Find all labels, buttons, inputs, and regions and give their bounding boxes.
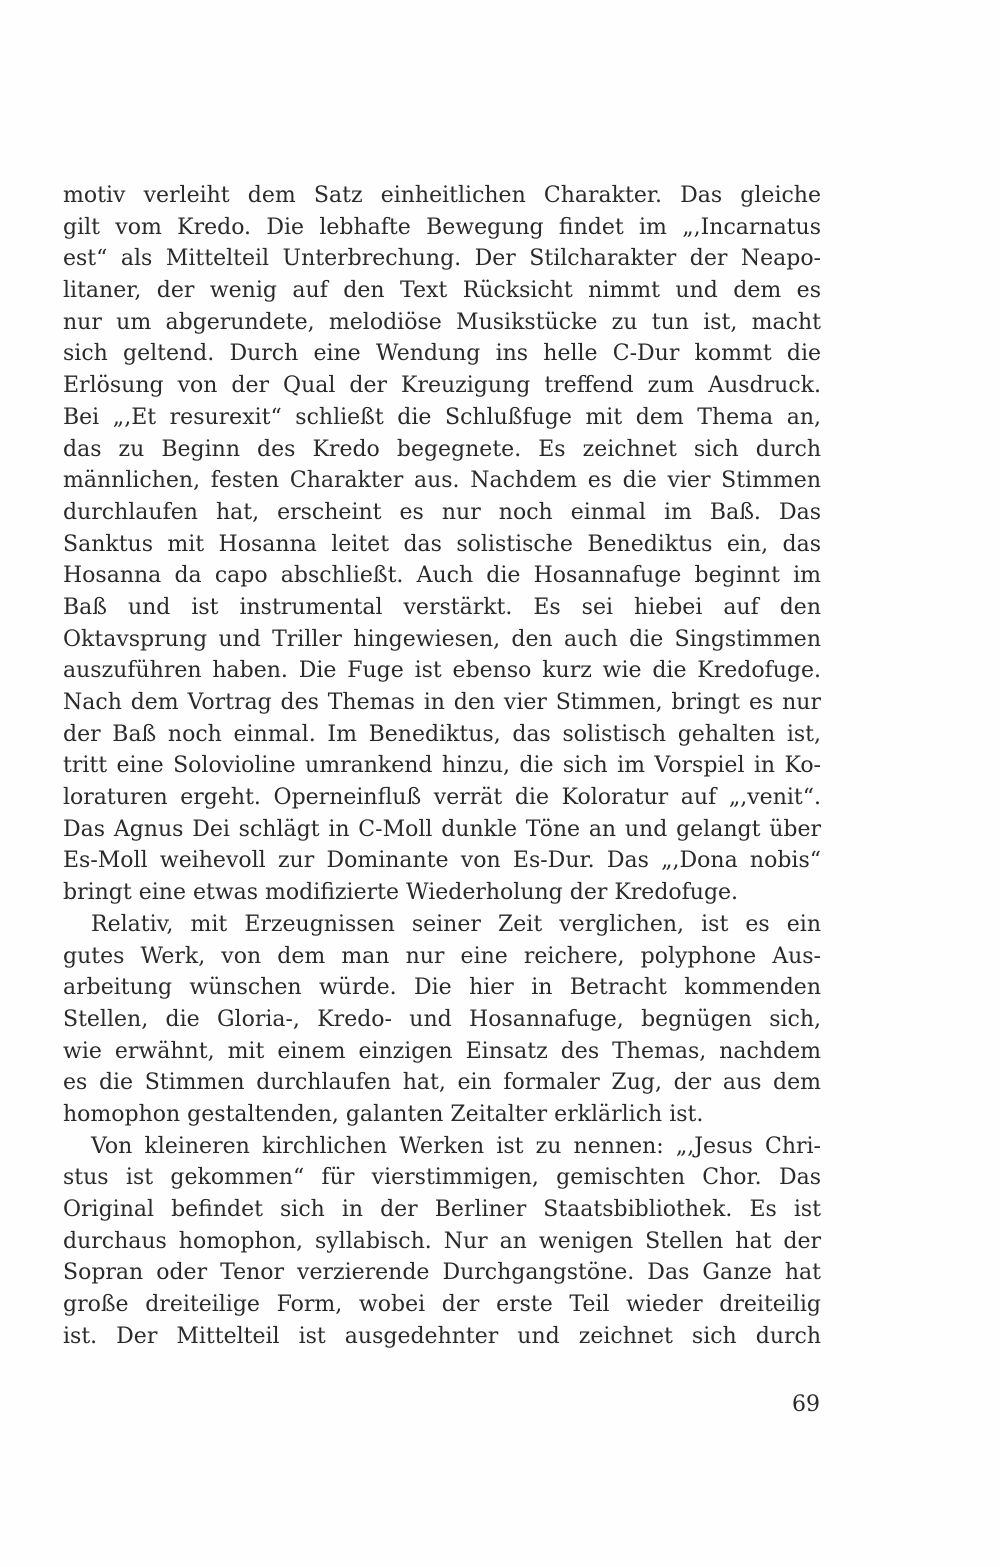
text-line: est“ als Mittelteil Unterbrechung. Der Stilcharakter der Neapo- [63,246,821,272]
text-line: Hosanna da capo abschließt. Auch die Hosannafuge beginnt im [63,563,821,589]
text-line: Das Agnus Dei schlägt in C-Moll dunkle Töne an und gelangt über [63,816,821,842]
text-line: sich geltend. Durch eine Wendung ins helle C-Dur kommt die [63,341,821,367]
text-line: Original befindet sich in der Berliner Staatsbibliothek. Es ist [63,1197,821,1222]
text-line: durchlaufen hat, erscheint es nur noch einmal im Baß. Das [63,499,821,525]
text-line: Baß und ist instrumental verstärkt. Es sei hiebei auf den [63,594,821,620]
text-line: Sopran oder Tenor verzierende Durchgangstöne. Das Ganze hat [63,1260,821,1286]
text-line: Es-Moll weihevoll zur Dominante von Es-Dur. Das „,Dona nobis“ [63,848,821,874]
text-line: litaner, der wenig auf den Text Rücksicht nimmt und dem es [63,278,821,304]
text-line: der Baß noch einmal. Im Benediktus, das solistisch gehalten ist, [63,721,821,747]
text-line: Stellen, die Gloria-, Kredo- und Hosannafuge, begnügen sich, [63,1006,821,1032]
text-line: tritt eine Soloviolinе umrankend hinzu, die sich im Vorspiel in Ko- [63,753,821,779]
text-line: Sanktus mit Hosanna leitet das solistische Benediktus ein, das [63,531,821,557]
text-line: Von kleineren kirchlichen Werken ist zu nennen: „,Jesus Chri- [91,1133,821,1159]
text-line: Nach dem Vortrag des Themas in den vier Stimmen, bringt es nur [63,690,821,715]
text-line: motiv verleiht dem Satz einheitlichen Charakter. Das gleiche [63,183,821,208]
text-line: Oktavsprung und Triller hingewiesen, den auch die Singstimmen [63,626,821,652]
body-text [63,180,821,1352]
text-line: auszuführen haben. Die Fuge ist ebenso kurz wie die Kredofuge. [63,658,821,684]
text-line: Erlösung von der Qual der Kreuzigung treffend zum Ausdruck. [63,373,821,399]
text-line: das zu Beginn des Kredo begegnete. Es zeichnet sich durch [63,436,821,462]
text-line: stus ist gekommen“ für vierstimmigen, gemischten Chor. Das [63,1165,821,1191]
text-line: große dreiteilige Form, wobei der erste Teil wieder dreiteilig [63,1292,821,1318]
text-line: loraturen ergeht. Operneinfluß verrät die Koloratur auf „,venit“. [63,785,821,811]
text-line: Relativ, mit Erzeugnissen seiner Zeit verglichen, ist es ein [91,911,821,937]
text-line: es die Stimmen durchlaufen hat, ein formaler Zug, der aus dem [63,1070,821,1096]
text-line: durchaus homophon, syllabisch. Nur an wenigen Stellen hat der [63,1228,821,1254]
text-line: bringt eine etwas modifizierte Wiederholung der Kredofuge. [63,880,739,906]
text-line: gutes Werk, von dem man nur eine reichere, polyphone Aus- [63,943,821,969]
text-line: männlichen, festen Charakter aus. Nachdem es die vier Stimmen [63,468,821,494]
text-line: arbeitung wünschen würde. Die hier in Betracht kommenden [63,975,821,1001]
page-number: 69 [792,1392,820,1417]
text-line: wie erwähnt, mit einem einzigen Einsatz des Themas, nachdem [63,1038,821,1064]
text-line: Bei „,Et resurexit“ schließt die Schlußfuge mit dem Thema an, [63,404,821,430]
text-line: nur um abgerundete, melodiöse Musikstücke zu tun ist, macht [63,309,821,335]
text-line: homophon gestaltenden, galanten Zeitalter erklärlich ist. [63,1101,704,1127]
text-line: gilt vom Kredo. Die lebhafte Bewegung findet im „,Incarnatus [63,214,821,240]
text-line: ist. Der Mittelteil ist ausgedehnter und zeichnet sich durch [63,1323,821,1349]
